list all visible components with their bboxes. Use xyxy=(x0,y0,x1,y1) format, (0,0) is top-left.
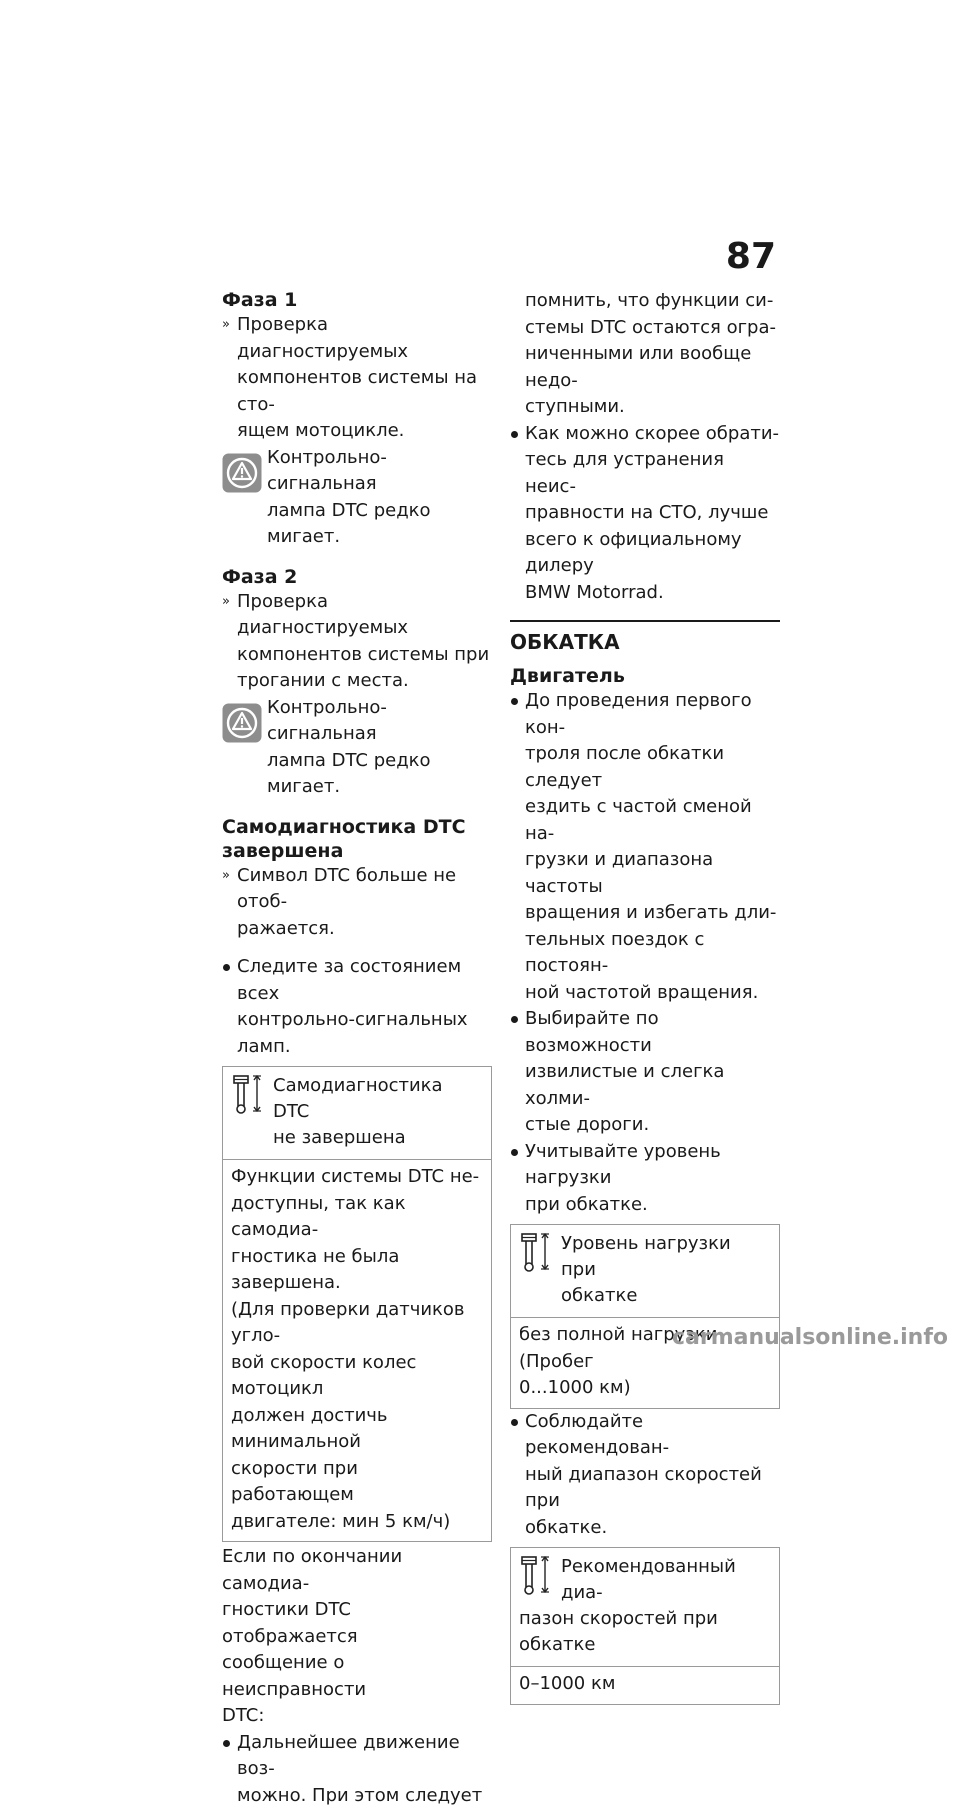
dtc-warning-icon xyxy=(222,453,262,493)
bullet-visit-service: Как можно скорее обрати- тесь для устранения неис- правности на СТО, лучше всего к официальному дилеру BMW Motorrad. xyxy=(510,421,780,607)
phase2-result: » Проверка диагностируемых компонентов системы при трогании с места. xyxy=(222,589,492,695)
watermark: carmanualsonline.info xyxy=(672,1325,948,1350)
bullet-watch-lamps: Следите за состоянием всех контрольно-сигнальных ламп. xyxy=(222,954,492,1060)
box-header: Уровень нагрузки при обкатке xyxy=(511,1225,779,1317)
section-title: ОБКАТКА xyxy=(510,620,780,654)
right-column xyxy=(510,288,780,1705)
bullet-engine-2: Выбирайте по возможности извилистые и слегка холми- стые дороги. xyxy=(510,1006,780,1139)
box-header: Самодиагностика DTC не завершена xyxy=(223,1067,491,1159)
phase1-warning: Контрольно-сигнальная лампа DTC редко мигает. xyxy=(222,445,492,551)
box-header: Рекомендованный диа- пазон скоростей при обкатке xyxy=(511,1548,779,1666)
bullet-icon xyxy=(511,1016,518,1023)
selfdiag-result: » Символ DTC больше не отоб- ражается. xyxy=(222,863,492,943)
arrow-marker-icon: » xyxy=(222,312,230,339)
arrow-marker-icon: » xyxy=(222,863,230,890)
box-body: Функции системы DTC не- доступны, так как самодиа- гностика не была завершена. (Для проверки датчиков угло- вой скорости колес мотоцикл должен достичь минимальной скорости при работающем двигателе: мин 5 км/ч) xyxy=(223,1159,491,1541)
phase1-title: Фаза 1 xyxy=(222,288,492,312)
page-number: 87 xyxy=(726,236,776,277)
box-body: без полной нагрузки (Пробег 0...1000 км) xyxy=(511,1317,779,1408)
load-box xyxy=(510,1224,780,1409)
phase2-warning: Контрольно-сигнальная лампа DTC редко мигает. xyxy=(222,695,492,801)
bullet-icon xyxy=(511,698,518,705)
bullet-icon xyxy=(511,1149,518,1156)
box-body: 0–1000 км xyxy=(511,1666,779,1704)
piston-icon xyxy=(519,1554,551,1596)
bullet-icon xyxy=(223,964,230,971)
after-box-text: Если по окончании самодиа- гностики DTC отображается сообщение о неисправности DTC: xyxy=(222,1544,492,1730)
bullet-icon xyxy=(223,1740,230,1747)
speed-range-box xyxy=(510,1547,780,1705)
bullet-engine-4: Соблюдайте рекомендован- ный диапазон скоростей при обкатке. xyxy=(510,1409,780,1542)
piston-icon xyxy=(519,1231,551,1273)
piston-icon xyxy=(231,1073,263,1115)
phase1-result: » Проверка диагностируемых компонентов системы на сто- ящем мотоцикле. xyxy=(222,312,492,445)
phase2-title: Фаза 2 xyxy=(222,565,492,589)
arrow-marker-icon: » xyxy=(222,589,230,616)
selfdiag-incomplete-box xyxy=(222,1066,492,1542)
selfdiag-title: Самодиагностика DTC завершена xyxy=(222,815,492,863)
engine-title: Двигатель xyxy=(510,664,780,688)
bullet-icon xyxy=(511,1419,518,1426)
bullet-icon xyxy=(511,431,518,438)
dtc-warning-icon xyxy=(222,703,262,743)
bullet-engine-3: Учитывайте уровень нагрузки при обкатке. xyxy=(510,1139,780,1219)
left-column xyxy=(222,288,492,1809)
continued-text: помнить, что функции си- стемы DTC остаются огра- ниченными или вообще недо- ступными. xyxy=(510,288,780,421)
bullet-further-riding: Дальнейшее движение воз- можно. При этом следует xyxy=(222,1730,492,1809)
bullet-engine-1: До проведения первого кон- троля после обкатки следует ездить с частой сменой на- грузки и диапазона частоты вращения и избегать дли- тельных поездок с постоян- ной частотой вращения. xyxy=(510,688,780,1006)
